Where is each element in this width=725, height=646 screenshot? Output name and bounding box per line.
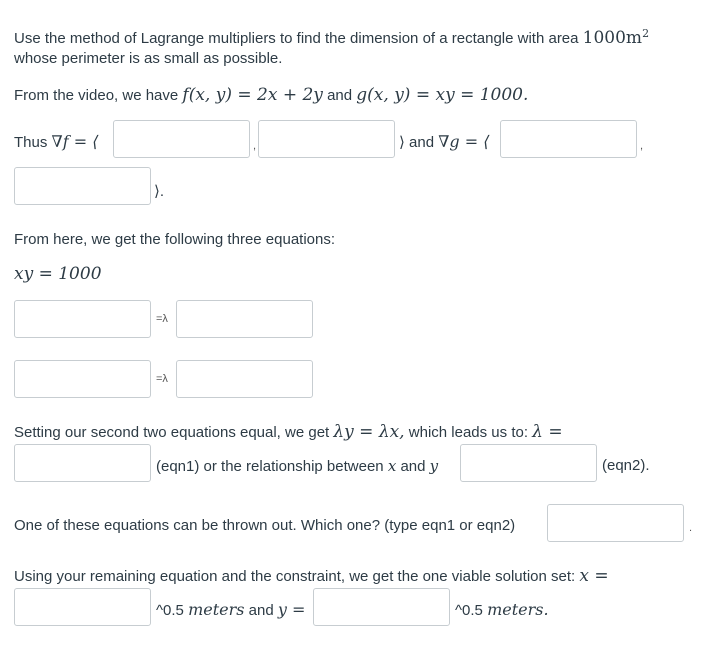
lambda-eqn1-input[interactable] bbox=[14, 444, 151, 482]
discard-question: One of these equations can be thrown out. Which one? (type eqn1 or eqn2) bbox=[14, 517, 516, 534]
lambda-expression: λy = λx, bbox=[333, 422, 405, 442]
solution-text: Using your remaining equation and the constraint, we get the one viable solution set: bbox=[14, 568, 576, 585]
y-equals: y = bbox=[277, 600, 306, 619]
close-and-text: ⟩ and bbox=[399, 134, 435, 151]
eq3-lambda: =λ bbox=[156, 373, 168, 385]
area-value: 1000m bbox=[582, 28, 643, 48]
lambda-equals: λ = bbox=[532, 422, 563, 442]
solution-y-suffix bbox=[455, 600, 549, 621]
eqn1-text: (eqn1) or the relationship between bbox=[156, 458, 384, 475]
relationship-eqn2-input[interactable] bbox=[460, 444, 597, 482]
intro-text: Use the method of Lagrange multipliers to find the dimension of a rectangle with area bbox=[14, 30, 579, 47]
thus-text: Thus bbox=[14, 134, 48, 151]
unit-2: meters. bbox=[487, 600, 549, 619]
eqn1-label bbox=[156, 456, 438, 477]
grad-f-y-input[interactable] bbox=[258, 120, 395, 158]
comma-1: , bbox=[253, 140, 257, 152]
setting-line bbox=[14, 422, 563, 443]
x-equals: x = bbox=[579, 566, 609, 586]
solution-x-input[interactable] bbox=[14, 588, 151, 626]
setting-prefix: Setting our second two equations equal, we get bbox=[14, 424, 330, 441]
trailing-dot: . bbox=[689, 522, 693, 534]
eq2-right-input[interactable] bbox=[176, 300, 313, 338]
eq2-lambda: =λ bbox=[156, 313, 168, 325]
discard-eqn-input[interactable] bbox=[547, 504, 684, 542]
equations-heading: From here, we get the following three equations: bbox=[14, 231, 336, 248]
solution-x-suffix bbox=[156, 600, 305, 621]
f-definition: f(x, y) = 2x + 2y bbox=[182, 85, 323, 105]
comma-2: , bbox=[640, 140, 644, 152]
eq3-left-input[interactable] bbox=[14, 360, 151, 398]
video-prefix: From the video, we have bbox=[14, 87, 179, 104]
solution-line bbox=[14, 566, 609, 587]
grad-g-y-input[interactable] bbox=[14, 167, 151, 205]
x-var: x bbox=[387, 457, 397, 475]
pow-1: ^0.5 bbox=[156, 602, 184, 619]
eq2-left-input[interactable] bbox=[14, 300, 151, 338]
g-definition: g(x, y) = xy = 1000. bbox=[356, 85, 529, 105]
unit-1: meters bbox=[188, 600, 245, 619]
eq3-right-input[interactable] bbox=[176, 360, 313, 398]
video-line bbox=[14, 85, 528, 106]
grad-f-x-input[interactable] bbox=[113, 120, 250, 158]
video-and: and bbox=[327, 87, 353, 104]
intro-line-1 bbox=[14, 24, 649, 49]
pow-2: ^0.5 bbox=[455, 602, 483, 619]
intro-line-2: whose perimeter is as small as possible. bbox=[14, 50, 283, 67]
y-var: y bbox=[429, 457, 439, 475]
close-and-label bbox=[399, 132, 489, 153]
setting-mid: which leads us to: bbox=[408, 424, 528, 441]
thus-label bbox=[14, 132, 98, 153]
solution-y-input[interactable] bbox=[313, 588, 450, 626]
area-exponent: 2 bbox=[642, 27, 650, 40]
grad-g-label: ∇g = ⟨ bbox=[438, 132, 490, 151]
eqn2-label: (eqn2). bbox=[602, 457, 650, 474]
constraint-equation: xy = 1000 bbox=[14, 264, 102, 284]
grad-f-label: ∇f = ⟨ bbox=[51, 132, 99, 151]
and-word: and bbox=[400, 458, 426, 475]
and-y: and bbox=[248, 602, 274, 619]
grad-close: ⟩. bbox=[154, 183, 165, 200]
grad-g-x-input[interactable] bbox=[500, 120, 637, 158]
